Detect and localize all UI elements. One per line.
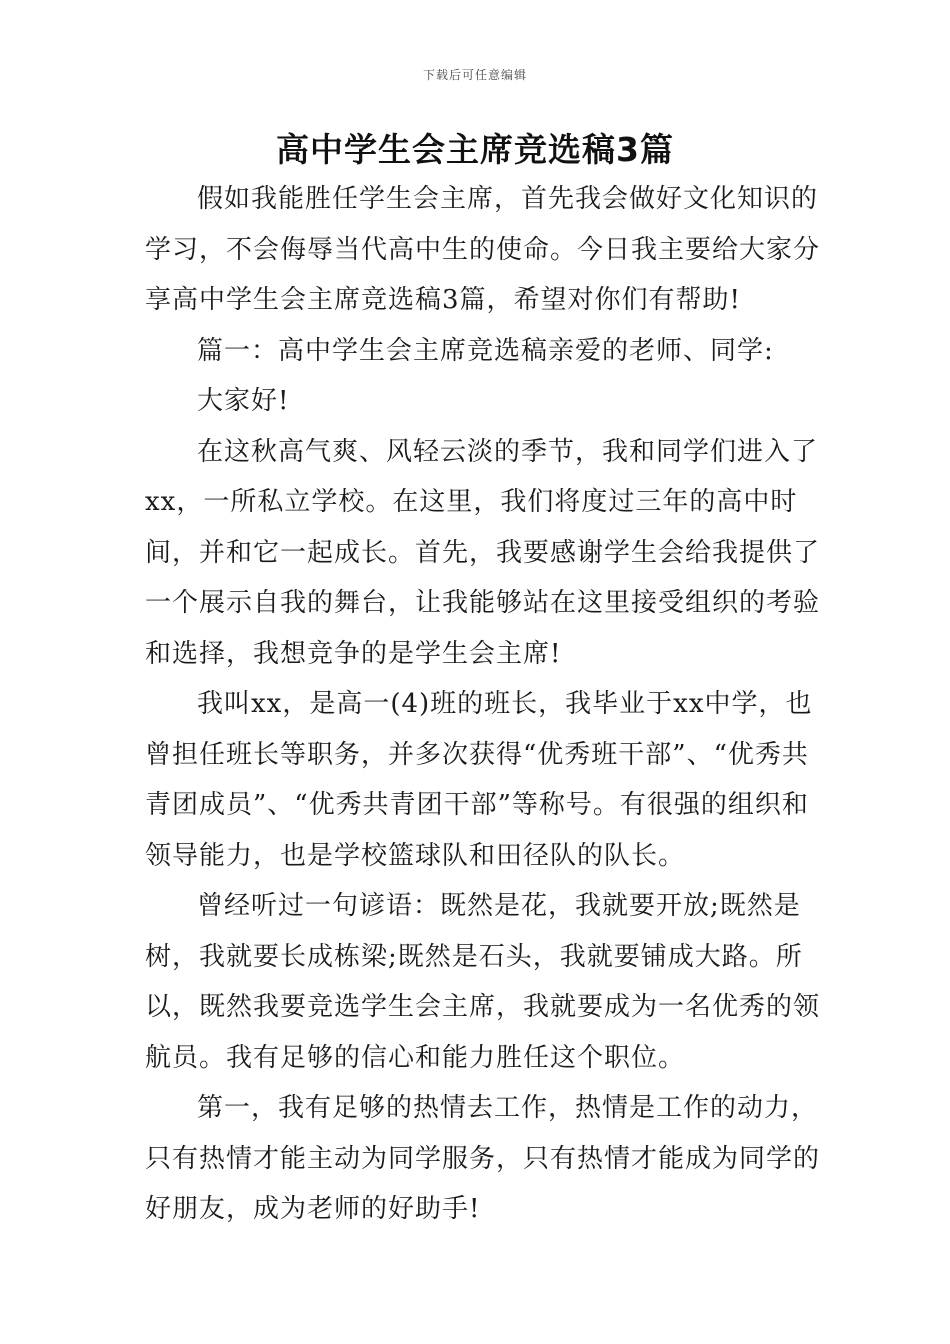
paragraph-opening: 在这秋高气爽、风轻云淡的季节，我和同学们进入了xx，一所私立学校。在这里，我们将度过三年的高中时间，并和它一起成长。首先，我要感谢学生会给我提供了一个展示自我的舞台，让我能够站在这里接受组织的考验和选择，我想竞争的是学生会主席! <box>145 436 821 669</box>
paragraph-self-introduction: 我叫xx，是高一(4)班的班长，我毕业于xx中学，也曾担任班长等职务，并多次获得“优秀班干部”、“优秀共青团成员”、“优秀共青团干部”等称号。有很强的组织和领导能力，也是学校篮球队和田径队的队长。 <box>145 689 813 871</box>
paragraph-first-point: 第一，我有足够的热情去工作，热情是工作的动力，只有热情才能主动为同学服务，只有热情才能成为同学的好朋友，成为老师的好助手! <box>145 1093 821 1224</box>
paragraph-part-one-heading: 篇一：高中学生会主席竞选稿亲爱的老师、同学: <box>197 335 774 366</box>
paragraph-intro: 假如我能胜任学生会主席，首先我会做好文化知识的学习，不会侮辱当代高中生的使命。今日我主要给大家分享高中学生会主席竞选稿3篇，希望对你们有帮助! <box>145 184 821 315</box>
document-title: 高中学生会主席竞选稿3篇 <box>276 130 674 169</box>
paragraph-greeting: 大家好! <box>197 386 290 416</box>
paragraph-proverb: 曾经听过一句谚语：既然是花，我就要开放;既然是树，我就要长成栋梁;既然是石头，我就要铺成大路。所以，既然我要竞选学生会主席，我就要成为一名优秀的领航员。我有足够的信心和能力胜任这个职位。 <box>145 891 821 1073</box>
document-body <box>145 174 825 1235</box>
download-note: 下载后可任意编辑 <box>422 68 527 82</box>
